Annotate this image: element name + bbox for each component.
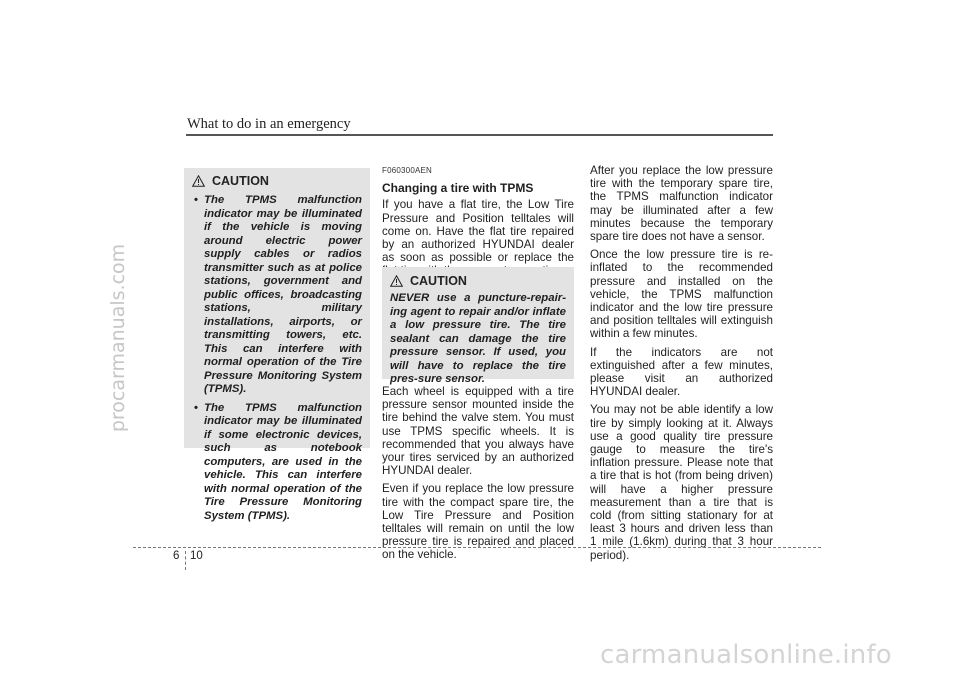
caution-item: • The TPMS malfunction indicator may be illuminated if the vehicle is moving around electric power supply cables or radios transmitter such as at police stations, government and public offices, broadcasting stations, military installations, airports, or transmitting towers, etc. This can interfere with normal operation of the Tire Pressure Monitoring System (TPMS).: [192, 194, 362, 397]
side-watermark: procarmanuals.com: [107, 243, 129, 433]
caution-list: [192, 194, 362, 523]
caution-item: • The TPMS malfunction indicator may be illuminated if some electronic devices, such as notebook computers, are used in the vehicle. This can interfere with normal operation of the Tire Pressure Monitoring System (TPMS).: [192, 402, 362, 524]
warning-triangle-icon: [390, 275, 403, 287]
body-paragraph: Each wheel is equipped with a tire pressure sensor mounted inside the tire behind the valve stem. You must use TPMS specific wheels. It is recommended that you always have your tires serviced by an authorized HYUNDAI dealer.: [382, 385, 574, 478]
right-column: [590, 164, 773, 567]
intro-paragraph: If you have a flat tire, the Low Tire Pressure and Position telltales will come on. Have the flat tire repaired by an authorized HYUNDAI dealer as soon as possible or replace the: [382, 198, 574, 265]
body-paragraph: Once the low pressure tire is re-inflated to the recommended pressure and installed on the vehicle, the TPMS malfunction indicator and the low tire pressure and position telltales will extinguish within a few minutes.: [590, 248, 773, 341]
page-divider: [185, 551, 186, 570]
reference-code: F060300AEN: [382, 166, 433, 175]
page-number: 10: [190, 550, 203, 562]
middle-column-bottom: [382, 385, 574, 567]
section-title: What to do in an emergency: [187, 116, 351, 132]
middle-column-top: [382, 164, 574, 283]
body-paragraph: You may not be able identify a low tire by simply looking at it. Always use a good quality tire pressure gauge to measure the tire's inflation pressure. Please note that a tire that is hot (from being driven) will have a higher pressure measurement than a tire that is cold (from sitting stationary for at least 3 hours and driven less than 1 mile (1.6km) during that 3 hour period).: [590, 403, 773, 562]
caution-box-middle: [382, 267, 574, 385]
footer-rule: [133, 547, 821, 548]
body-paragraph: After you replace the low pressure tire with the temporary spare tire, the TPMS malfunction indicator may be illuminated after a few minutes because the temporary spare tire does not have a sensor.: [590, 164, 773, 244]
caution-text: NEVER use a puncture-repair-ing agent to repair and/or inflate a low pressure tire. The tire sealant can damage the tire pressure sensor. If used, you will have to replace the tire pres-sure sensor.: [390, 292, 566, 385]
header-rule: [186, 134, 773, 136]
caution-box-left: [184, 168, 370, 522]
caution-header: [192, 174, 362, 188]
caution-title: CAUTION: [212, 174, 269, 188]
body-paragraph: Even if you replace the low pressure tire with the compact spare tire, the Low Tire Pressure and Position telltales will remain on until the low pressure tire is repaired and placed on the vehicle.: [382, 482, 574, 562]
subheading: Changing a tire with TPMS: [382, 181, 534, 196]
body-paragraph: If the indicators are not extinguished after a few minutes, please visit an authorized HYUNDAI dealer.: [590, 345, 773, 399]
caution-header: [390, 274, 566, 288]
warning-triangle-icon: [192, 175, 205, 187]
chapter-number: 6: [173, 550, 180, 562]
caution-title: CAUTION: [410, 274, 467, 288]
bottom-watermark: carmanualsonline.info: [600, 640, 892, 670]
